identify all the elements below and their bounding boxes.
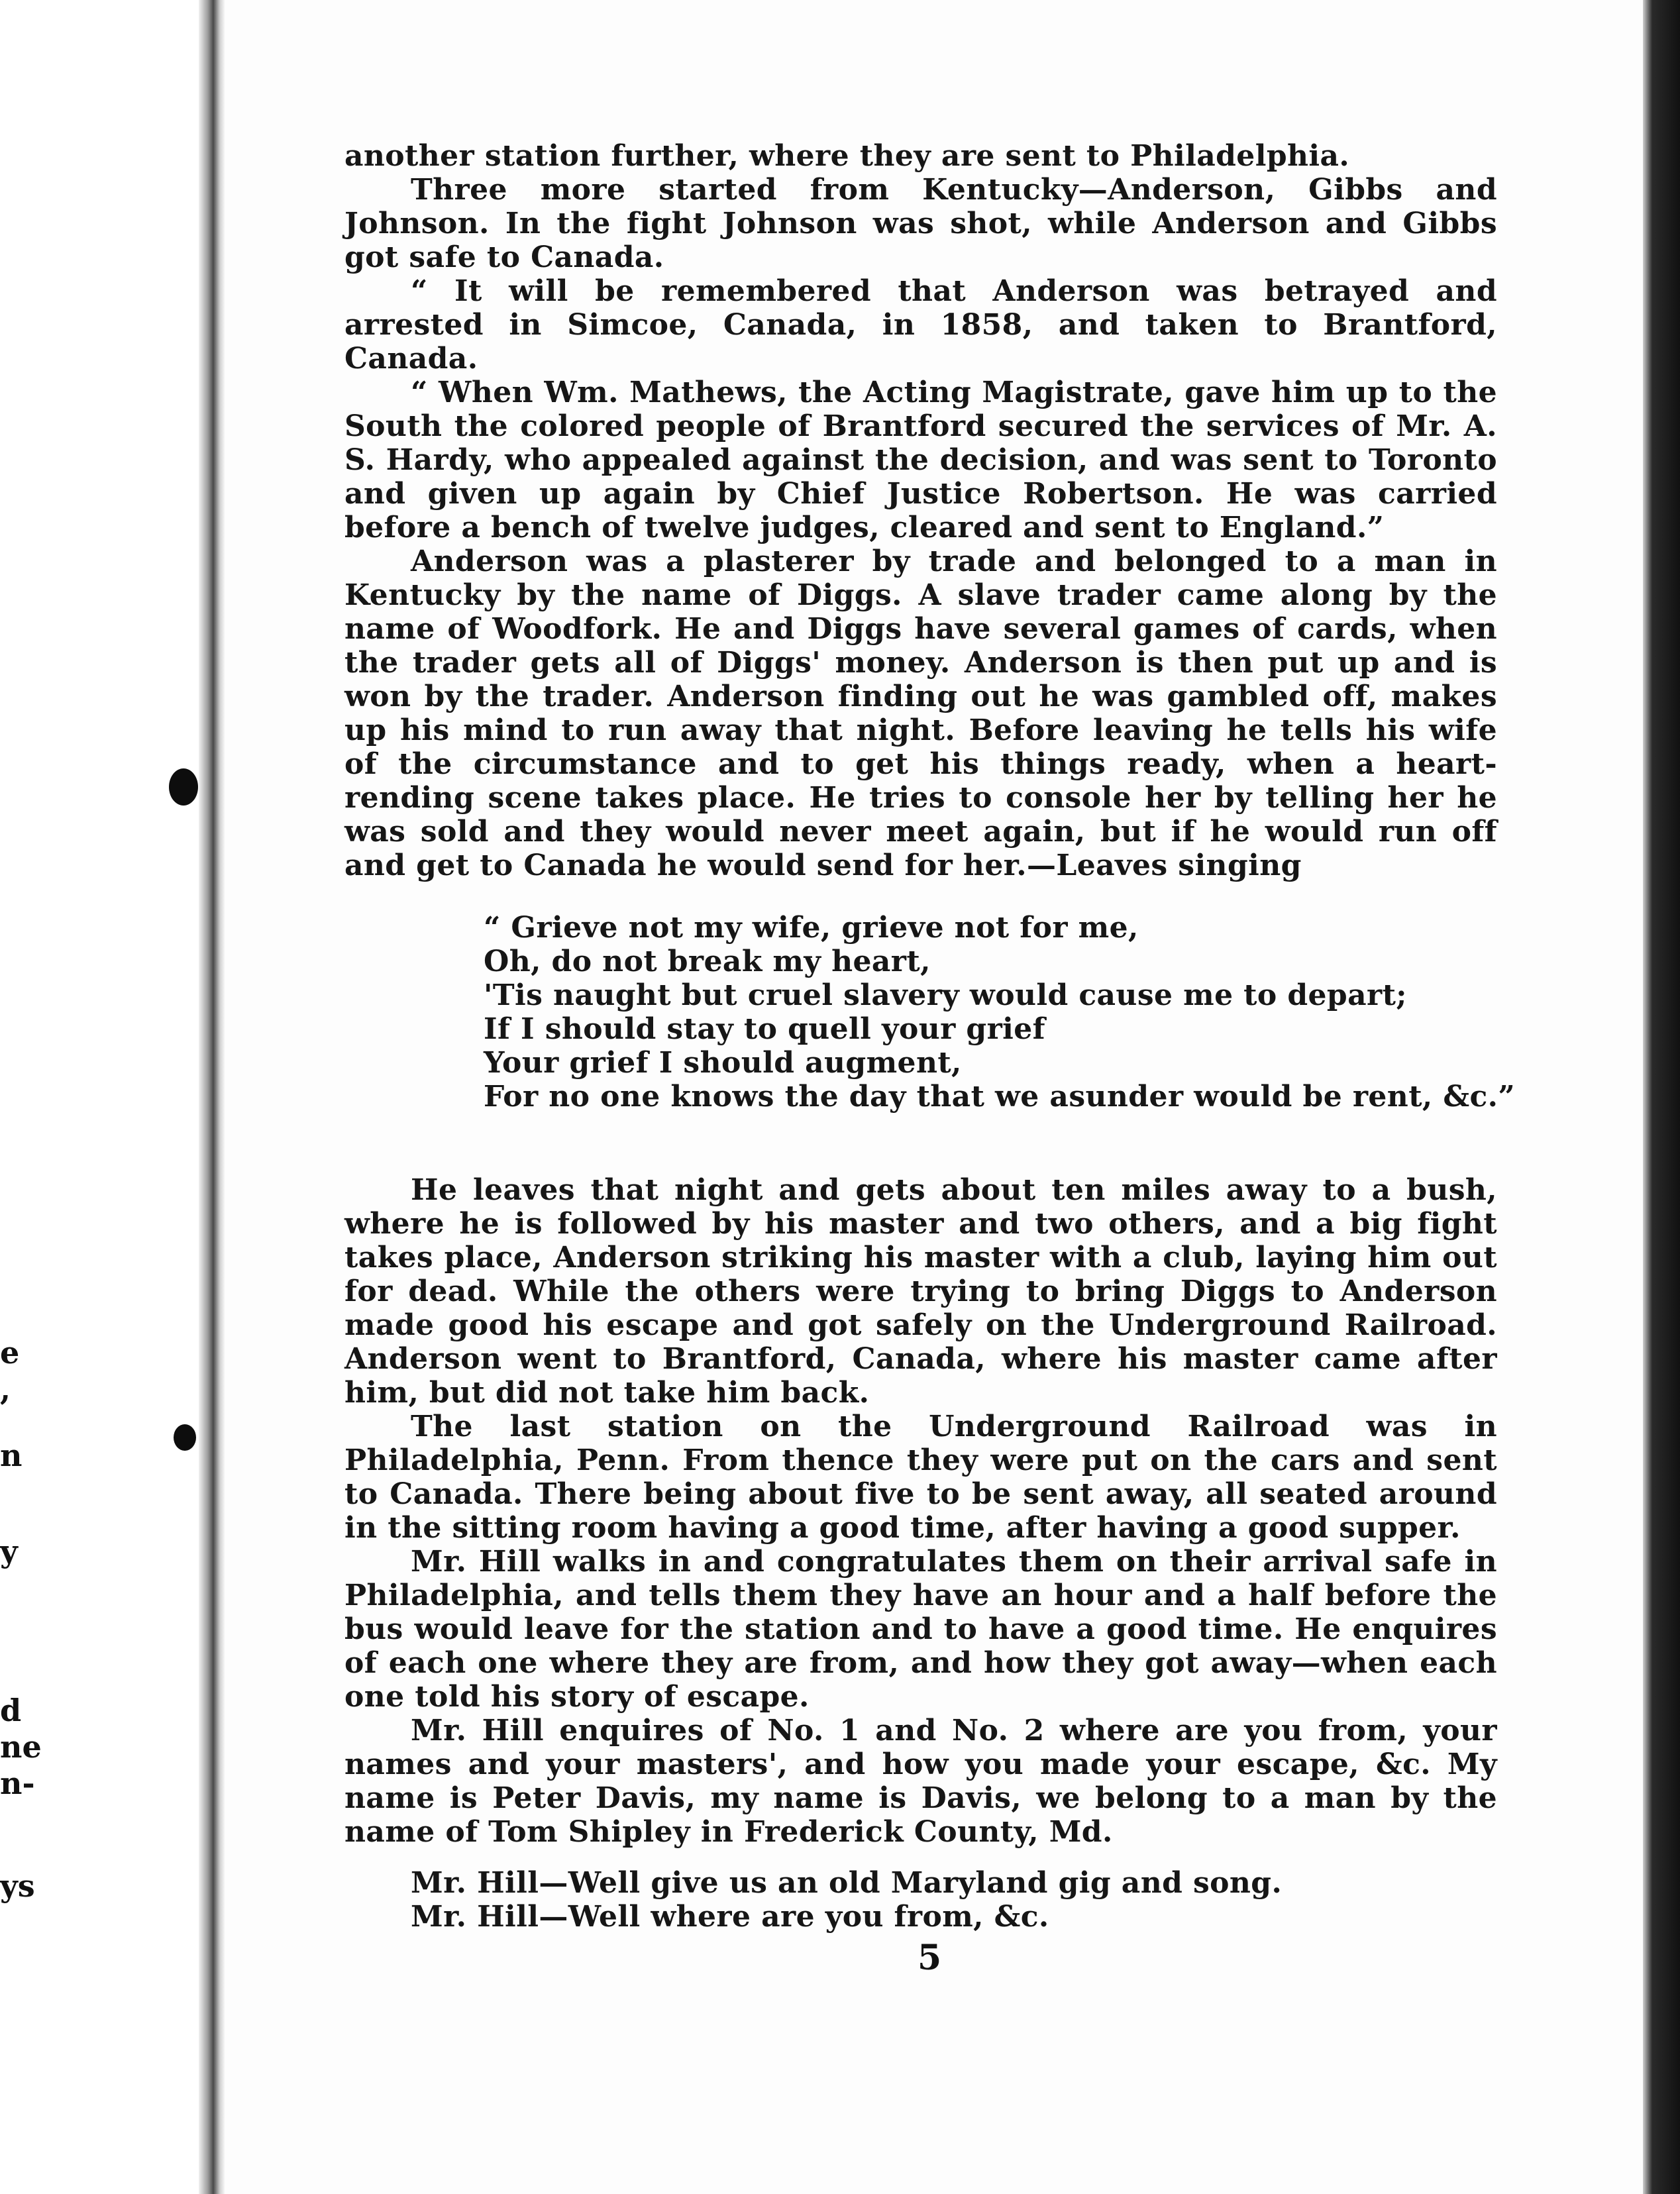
left-page-fragment: ,	[0, 1371, 11, 1407]
verse-line: If I should stay to quell your grief	[484, 1012, 1045, 1046]
page-edge-shadow	[1643, 0, 1680, 2194]
binding-hole	[174, 1424, 196, 1451]
binding-hole	[169, 768, 198, 806]
song-verse	[484, 911, 1516, 1114]
paragraph: Three more started from Kentucky—Anderson, Gibbs and Johnson. In the fight Johnson was shot, while Anderson and Gibbs got safe to Canada.	[344, 173, 1497, 274]
verse-line: “ Grieve not my wife, grieve not for me,	[484, 911, 1139, 945]
verse-line: Your grief I should augment,	[484, 1046, 962, 1080]
left-page-fragment: n-	[0, 1765, 35, 1801]
page-text	[344, 139, 1516, 1934]
paragraph: “ It will be remembered that Anderson was betrayed and arrested in Simcoe, Canada, in 1858, and taken to Brantford, Canada.	[344, 274, 1497, 376]
left-page-fragment: y	[0, 1534, 18, 1569]
previous-page-margin	[0, 0, 199, 2194]
paragraph: Mr. Hill enquires of No. 1 and No. 2 where are you from, your names and your masters', and how you made your escape, &c. My name is Peter Davis, my name is Davis, we belong to a man by the name of Tom Shipley in Frederick County, Md.	[344, 1714, 1497, 1849]
left-page-fragment: ne	[0, 1729, 42, 1765]
paragraph: Mr. Hill walks in and congratulates them on their arrival safe in Philadelphia, and tells them they have an hour and a half before the bus would leave for the station and to have a good time. He enquires of each one where they are from, and how they got away—when each one told his story of escape.	[344, 1545, 1497, 1714]
left-page-fragment: d	[0, 1693, 22, 1728]
paragraph: another station further, where they are sent to Philadelphia.	[344, 139, 1350, 173]
paragraph: “ When Wm. Mathews, the Acting Magistrate, gave him up to the South the colored people of Brantford secured the services of Mr. A. S. Hardy, who appealed against the decision, and was sent to Toronto and given up again by Chief Justice Robertson. He was carried before a bench of twelve judges, cleared and sent to England.”	[344, 376, 1497, 545]
paragraph: Anderson was a plasterer by trade and belonged to a man in Kentucky by the name of Diggs. A slave trader came along by the name of Woodfork. He and Diggs have several games of cards, when the trader gets all of Diggs' money. Anderson is then put up and is won by the trader. Anderson finding out he was gambled off, makes up his mind to run away that night. Before leaving he tells his wife of the circumstance and to get his things ready, when a heart-rending scene takes place. He tries to console her by telling her he was sold and they would never meet again, but if he would run off and get to Canada he would send for her.—Leaves singing	[344, 545, 1497, 882]
verse-line: For no one knows the day that we asunder would be rent, &c.”	[484, 1080, 1516, 1114]
verse-line: 'Tis naught but cruel slavery would cause me to depart;	[484, 978, 1407, 1012]
dialogue-line: Mr. Hill—Well give us an old Maryland gig and song.	[411, 1866, 1283, 1900]
left-page-fragment: n	[0, 1437, 23, 1473]
dialogue-line: Mr. Hill—Well where are you from, &c.	[411, 1900, 1049, 1934]
paragraph: The last station on the Underground Railroad was in Philadelphia, Penn. From thence they were put on the cars and sent to Canada. There being about five to be sent away, all seated around in the sitting room having a good time, after having a good supper.	[344, 1410, 1497, 1545]
page-number: 5	[918, 1938, 942, 1978]
left-page-fragment: e	[0, 1335, 20, 1371]
verse-line: Oh, do not break my heart,	[484, 945, 931, 978]
book-binding	[199, 0, 225, 2194]
left-page-fragment: ys	[0, 1868, 35, 1904]
paragraph: He leaves that night and gets about ten miles away to a bush, where he is followed by his master and two others, and a big fight takes place, Anderson striking his master with a club, laying him out for dead. While the others were trying to bring Diggs to Anderson made good his escape and got safely on the Underground Railroad. Anderson went to Brantford, Canada, where his master came after him, but did not take him back.	[344, 1173, 1497, 1410]
